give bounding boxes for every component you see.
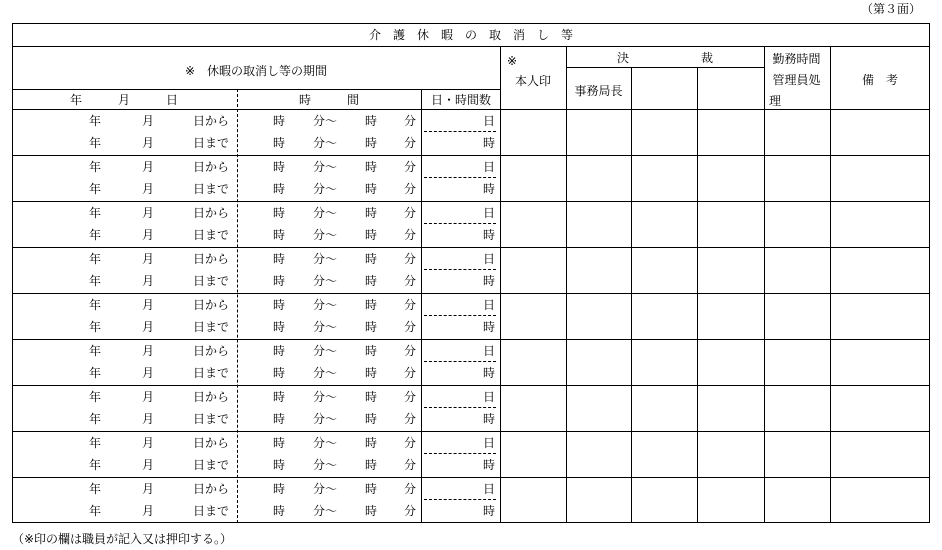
count-day-label: 日	[483, 344, 496, 358]
month-label: 月	[142, 390, 155, 404]
end-minute-label: 分	[404, 228, 417, 242]
year-label: 年	[89, 206, 102, 220]
count-day-label: 日	[483, 252, 496, 266]
remarks-header: 備 考	[861, 73, 898, 87]
start-hour-label: 時	[273, 366, 286, 380]
personal-seal-mark: ※	[507, 54, 518, 68]
from-day-label: 日から	[193, 482, 230, 496]
start-hour-label: 時	[273, 458, 286, 472]
end-minute-label: 分	[404, 320, 417, 334]
to-day-label: 日まで	[193, 412, 230, 426]
count-day-label: 日	[483, 114, 496, 128]
start-hour-label: 時	[273, 482, 286, 496]
count-hour-label: 時	[483, 228, 496, 242]
end-hour-label: 時	[365, 482, 378, 496]
month-label: 月	[142, 436, 155, 450]
start-minute-label: 分～	[313, 366, 338, 380]
month-label: 月	[142, 366, 155, 380]
start-minute-label: 分～	[313, 504, 338, 518]
approval-header: 決 裁	[616, 51, 713, 65]
personal-seal-header: 本人印	[514, 74, 551, 88]
start-minute-label: 分～	[313, 344, 338, 358]
year-label: 年	[89, 160, 102, 174]
to-day-label: 日まで	[193, 228, 230, 242]
start-hour-label: 時	[273, 252, 286, 266]
to-day-label: 日まで	[193, 458, 230, 472]
start-minute-label: 分～	[313, 136, 338, 150]
from-day-label: 日から	[193, 390, 230, 404]
start-minute-label: 分～	[313, 206, 338, 220]
from-day-label: 日から	[193, 206, 230, 220]
end-hour-label: 時	[365, 320, 378, 334]
year-label: 年	[89, 320, 102, 334]
to-day-label: 日まで	[193, 320, 230, 334]
to-day-label: 日まで	[193, 504, 230, 518]
end-hour-label: 時	[365, 228, 378, 242]
end-minute-label: 分	[404, 160, 417, 174]
count-hour-label: 時	[483, 320, 496, 334]
to-day-label: 日まで	[193, 136, 230, 150]
year-label: 年	[89, 136, 102, 150]
work-time-admin-header-line3: 理	[769, 94, 782, 108]
end-minute-label: 分	[404, 390, 417, 404]
count-day-label: 日	[483, 482, 496, 496]
month-label: 月	[142, 504, 155, 518]
start-hour-label: 時	[273, 136, 286, 150]
end-hour-label: 時	[365, 182, 378, 196]
year-label: 年	[89, 114, 102, 128]
year-label: 年	[89, 458, 102, 472]
start-hour-label: 時	[273, 182, 286, 196]
start-minute-label: 分～	[313, 320, 338, 334]
year-label: 年	[89, 504, 102, 518]
year-label: 年	[89, 412, 102, 426]
end-hour-label: 時	[365, 206, 378, 220]
from-day-label: 日から	[193, 436, 230, 450]
count-hour-label: 時	[483, 458, 496, 472]
start-minute-label: 分～	[313, 160, 338, 174]
year-label: 年	[89, 366, 102, 380]
count-day-label: 日	[483, 298, 496, 312]
end-hour-label: 時	[365, 298, 378, 312]
count-hour-label: 時	[483, 182, 496, 196]
start-minute-label: 分～	[313, 458, 338, 472]
end-hour-label: 時	[365, 160, 378, 174]
form-title: 介 護 休 暇 の 取 消 し 等	[368, 28, 573, 42]
work-time-admin-header-line1: 勤務時間	[772, 52, 821, 66]
start-hour-label: 時	[273, 436, 286, 450]
end-hour-label: 時	[365, 436, 378, 450]
count-header: 日・時間数	[430, 93, 491, 107]
end-hour-label: 時	[365, 458, 378, 472]
end-hour-label: 時	[365, 274, 378, 288]
start-hour-label: 時	[273, 298, 286, 312]
start-minute-label: 分～	[313, 298, 338, 312]
date-header: 年 月 日	[69, 93, 178, 107]
month-label: 月	[142, 206, 155, 220]
end-minute-label: 分	[404, 206, 417, 220]
end-hour-label: 時	[365, 412, 378, 426]
end-minute-label: 分	[404, 252, 417, 266]
start-minute-label: 分～	[313, 252, 338, 266]
month-label: 月	[142, 458, 155, 472]
period-header: ※ 休暇の取消し等の期間	[184, 64, 328, 78]
start-minute-label: 分～	[313, 412, 338, 426]
count-day-label: 日	[483, 436, 496, 450]
count-hour-label: 時	[483, 274, 496, 288]
month-label: 月	[142, 274, 155, 288]
start-hour-label: 時	[273, 274, 286, 288]
end-minute-label: 分	[404, 136, 417, 150]
year-label: 年	[89, 344, 102, 358]
month-label: 月	[142, 298, 155, 312]
end-minute-label: 分	[404, 436, 417, 450]
end-minute-label: 分	[404, 458, 417, 472]
end-minute-label: 分	[404, 482, 417, 496]
month-label: 月	[142, 182, 155, 196]
from-day-label: 日から	[193, 114, 230, 128]
year-label: 年	[89, 274, 102, 288]
from-day-label: 日から	[193, 344, 230, 358]
month-label: 月	[142, 114, 155, 128]
work-time-admin-header-line2: 管理員処	[772, 73, 821, 87]
month-label: 月	[142, 160, 155, 174]
year-label: 年	[89, 252, 102, 266]
end-hour-label: 時	[365, 344, 378, 358]
start-minute-label: 分～	[313, 182, 338, 196]
start-minute-label: 分～	[313, 390, 338, 404]
start-hour-label: 時	[273, 228, 286, 242]
month-label: 月	[142, 344, 155, 358]
start-hour-label: 時	[273, 160, 286, 174]
start-minute-label: 分～	[313, 228, 338, 242]
start-hour-label: 時	[273, 412, 286, 426]
from-day-label: 日から	[193, 160, 230, 174]
end-hour-label: 時	[365, 504, 378, 518]
start-hour-label: 時	[273, 206, 286, 220]
year-label: 年	[89, 182, 102, 196]
bureau-chief-header: 事務局長	[574, 84, 623, 98]
time-header: 時 間	[298, 93, 359, 107]
year-label: 年	[89, 390, 102, 404]
month-label: 月	[142, 252, 155, 266]
end-minute-label: 分	[404, 504, 417, 518]
month-label: 月	[142, 482, 155, 496]
start-hour-label: 時	[273, 390, 286, 404]
to-day-label: 日まで	[193, 274, 230, 288]
end-hour-label: 時	[365, 114, 378, 128]
end-minute-label: 分	[404, 366, 417, 380]
end-minute-label: 分	[404, 114, 417, 128]
start-hour-label: 時	[273, 504, 286, 518]
page-number-label: （第３面）	[861, 2, 922, 16]
count-hour-label: 時	[483, 366, 496, 380]
to-day-label: 日まで	[193, 182, 230, 196]
from-day-label: 日から	[193, 252, 230, 266]
count-day-label: 日	[483, 160, 496, 174]
footnote: （※印の欄は職員が記入又は押印する。）	[12, 532, 233, 546]
year-label: 年	[89, 228, 102, 242]
month-label: 月	[142, 412, 155, 426]
end-hour-label: 時	[365, 136, 378, 150]
start-minute-label: 分～	[313, 482, 338, 496]
count-hour-label: 時	[483, 504, 496, 518]
end-minute-label: 分	[404, 182, 417, 196]
end-minute-label: 分	[404, 412, 417, 426]
end-hour-label: 時	[365, 252, 378, 266]
year-label: 年	[89, 298, 102, 312]
start-minute-label: 分～	[313, 114, 338, 128]
start-minute-label: 分～	[313, 274, 338, 288]
start-minute-label: 分～	[313, 436, 338, 450]
end-hour-label: 時	[365, 390, 378, 404]
month-label: 月	[142, 136, 155, 150]
end-minute-label: 分	[404, 344, 417, 358]
year-label: 年	[89, 436, 102, 450]
count-hour-label: 時	[483, 136, 496, 150]
start-hour-label: 時	[273, 114, 286, 128]
from-day-label: 日から	[193, 298, 230, 312]
end-hour-label: 時	[365, 366, 378, 380]
count-day-label: 日	[483, 206, 496, 220]
month-label: 月	[142, 320, 155, 334]
count-hour-label: 時	[483, 412, 496, 426]
count-day-label: 日	[483, 390, 496, 404]
start-hour-label: 時	[273, 320, 286, 334]
month-label: 月	[142, 228, 155, 242]
to-day-label: 日まで	[193, 366, 230, 380]
end-minute-label: 分	[404, 298, 417, 312]
start-hour-label: 時	[273, 344, 286, 358]
year-label: 年	[89, 482, 102, 496]
end-minute-label: 分	[404, 274, 417, 288]
